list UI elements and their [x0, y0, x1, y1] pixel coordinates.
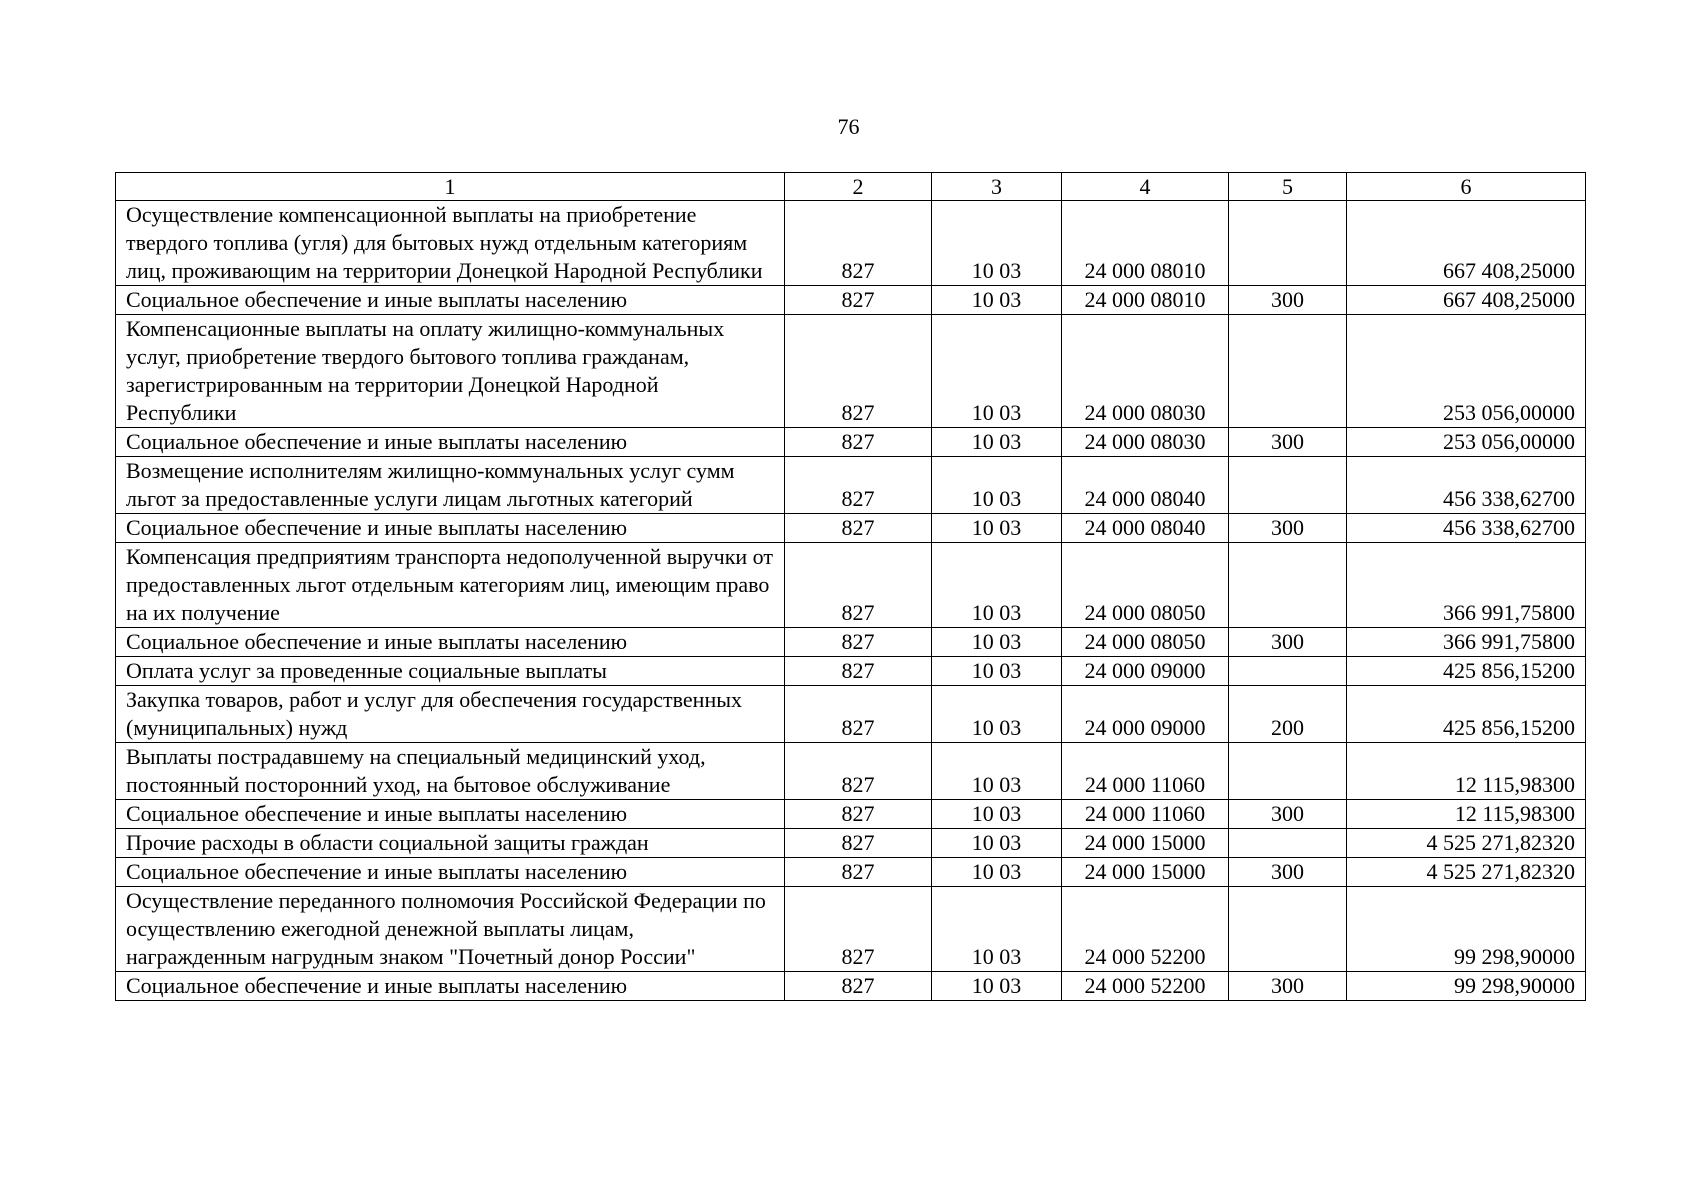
row-code-target: 24 000 52200: [1062, 887, 1229, 972]
row-description: Компенсационные выплаты на оплату жилищно-коммунальных услуг, приобретение твердого бытового топлива гражданам, зарегистрированным на территории Донецкой Народной Республики: [116, 315, 785, 428]
row-code-section: 10 03: [932, 428, 1062, 457]
row-code-section: 10 03: [932, 657, 1062, 686]
row-code-admin: 827: [785, 657, 932, 686]
table-row: [116, 286, 1586, 315]
table-row: [116, 628, 1586, 657]
row-code-target: 24 000 08040: [1062, 514, 1229, 543]
row-code-expense-type: 300: [1229, 800, 1347, 829]
header-cell-5: 5: [1229, 173, 1347, 201]
row-code-expense-type: 300: [1229, 628, 1347, 657]
row-amount: 99 298,90000: [1347, 887, 1586, 972]
row-code-admin: 827: [785, 858, 932, 887]
row-amount: 253 056,00000: [1347, 315, 1586, 428]
row-code-admin: 827: [785, 457, 932, 514]
row-code-target: 24 000 08040: [1062, 457, 1229, 514]
row-code-section: 10 03: [932, 887, 1062, 972]
row-description: Осуществление переданного полномочия Российской Федерации по осуществлению ежегодной денежной выплаты лицам, награжденным нагрудным знаком "Почетный донор России": [116, 887, 785, 972]
row-code-target: 24 000 08010: [1062, 201, 1229, 286]
row-amount: 253 056,00000: [1347, 428, 1586, 457]
row-description: Социальное обеспечение и иные выплаты населению: [116, 858, 785, 887]
row-code-section: 10 03: [932, 514, 1062, 543]
row-code-target: 24 000 15000: [1062, 858, 1229, 887]
row-amount: 4 525 271,82320: [1347, 858, 1586, 887]
row-amount: 456 338,62700: [1347, 514, 1586, 543]
row-code-section: 10 03: [932, 543, 1062, 628]
row-code-expense-type: [1229, 201, 1347, 286]
table-row: [116, 972, 1586, 1001]
row-amount: 425 856,15200: [1347, 686, 1586, 743]
row-amount: 425 856,15200: [1347, 657, 1586, 686]
table-body: [116, 173, 1586, 1001]
row-code-target: 24 000 15000: [1062, 829, 1229, 858]
row-amount: 12 115,98300: [1347, 800, 1586, 829]
table-row: [116, 829, 1586, 858]
row-description: Выплаты пострадавшему на специальный медицинский уход, постоянный посторонний уход, на бытовое обслуживание: [116, 743, 785, 800]
table-row: [116, 201, 1586, 286]
row-description: Социальное обеспечение и иные выплаты населению: [116, 972, 785, 1001]
row-amount: 4 525 271,82320: [1347, 829, 1586, 858]
row-code-expense-type: [1229, 457, 1347, 514]
table-row: [116, 686, 1586, 743]
row-description: Компенсация предприятиям транспорта недополученной выручки от предоставленных льгот отдельным категориям лиц, имеющим право на их получение: [116, 543, 785, 628]
row-description: Прочие расходы в области социальной защиты граждан: [116, 829, 785, 858]
row-code-expense-type: 300: [1229, 972, 1347, 1001]
row-code-admin: 827: [785, 887, 932, 972]
row-code-expense-type: 300: [1229, 286, 1347, 315]
table-row: [116, 800, 1586, 829]
row-code-expense-type: [1229, 543, 1347, 628]
row-description: Закупка товаров, работ и услуг для обеспечения государственных (муниципальных) нужд: [116, 686, 785, 743]
row-code-admin: 827: [785, 628, 932, 657]
row-code-expense-type: [1229, 887, 1347, 972]
row-description: Социальное обеспечение и иные выплаты населению: [116, 428, 785, 457]
row-code-target: 24 000 08030: [1062, 428, 1229, 457]
row-amount: 667 408,25000: [1347, 286, 1586, 315]
budget-table: [115, 172, 1586, 1001]
row-code-expense-type: [1229, 743, 1347, 800]
row-code-section: 10 03: [932, 315, 1062, 428]
row-code-section: 10 03: [932, 286, 1062, 315]
row-code-section: 10 03: [932, 743, 1062, 800]
row-code-target: 24 000 08010: [1062, 286, 1229, 315]
row-code-target: 24 000 11060: [1062, 800, 1229, 829]
row-description: Социальное обеспечение и иные выплаты населению: [116, 514, 785, 543]
row-code-admin: 827: [785, 315, 932, 428]
row-code-expense-type: 300: [1229, 514, 1347, 543]
row-code-section: 10 03: [932, 829, 1062, 858]
row-code-target: 24 000 11060: [1062, 743, 1229, 800]
row-code-section: 10 03: [932, 800, 1062, 829]
table-row: [116, 887, 1586, 972]
row-description: Социальное обеспечение и иные выплаты населению: [116, 800, 785, 829]
row-code-section: 10 03: [932, 201, 1062, 286]
row-description: Социальное обеспечение и иные выплаты населению: [116, 628, 785, 657]
header-cell-2: 2: [785, 173, 932, 201]
row-code-admin: 827: [785, 829, 932, 858]
table-row: [116, 457, 1586, 514]
row-code-section: 10 03: [932, 457, 1062, 514]
row-code-admin: 827: [785, 286, 932, 315]
row-code-target: 24 000 08030: [1062, 315, 1229, 428]
row-code-section: 10 03: [932, 972, 1062, 1001]
header-cell-6: 6: [1347, 173, 1586, 201]
table-row: [116, 743, 1586, 800]
row-code-section: 10 03: [932, 628, 1062, 657]
row-code-section: 10 03: [932, 686, 1062, 743]
row-code-expense-type: [1229, 657, 1347, 686]
row-code-expense-type: [1229, 829, 1347, 858]
row-amount: 366 991,75800: [1347, 628, 1586, 657]
row-code-target: 24 000 08050: [1062, 628, 1229, 657]
row-code-target: 24 000 09000: [1062, 686, 1229, 743]
row-code-expense-type: 200: [1229, 686, 1347, 743]
row-amount: 456 338,62700: [1347, 457, 1586, 514]
row-description: Возмещение исполнителям жилищно-коммунальных услуг сумм льгот за предоставленные услуги лицам льготных категорий: [116, 457, 785, 514]
header-cell-4: 4: [1062, 173, 1229, 201]
row-code-admin: 827: [785, 686, 932, 743]
row-code-target: 24 000 09000: [1062, 657, 1229, 686]
row-code-admin: 827: [785, 800, 932, 829]
row-code-target: 24 000 52200: [1062, 972, 1229, 1001]
table-row: [116, 657, 1586, 686]
row-code-expense-type: 300: [1229, 858, 1347, 887]
row-amount: 12 115,98300: [1347, 743, 1586, 800]
row-code-admin: 827: [785, 428, 932, 457]
page-number: 76: [837, 114, 860, 139]
row-description: Социальное обеспечение и иные выплаты населению: [116, 286, 785, 315]
header-cell-1: 1: [116, 173, 785, 201]
header-cell-3: 3: [932, 173, 1062, 201]
row-description: Оплата услуг за проведенные социальные выплаты: [116, 657, 785, 686]
table-row: [116, 858, 1586, 887]
row-code-target: 24 000 08050: [1062, 543, 1229, 628]
table-row: [116, 543, 1586, 628]
row-code-expense-type: [1229, 315, 1347, 428]
row-code-admin: 827: [785, 543, 932, 628]
row-amount: 667 408,25000: [1347, 201, 1586, 286]
row-code-admin: 827: [785, 201, 932, 286]
row-amount: 99 298,90000: [1347, 972, 1586, 1001]
row-code-section: 10 03: [932, 858, 1062, 887]
table-row: [116, 315, 1586, 428]
header-row: [116, 173, 1586, 201]
row-amount: 366 991,75800: [1347, 543, 1586, 628]
row-description: Осуществление компенсационной выплаты на приобретение твердого топлива (угля) для бытовых нужд отдельным категориям лиц, проживающим на территории Донецкой Народной Республики: [116, 201, 785, 286]
table-row: [116, 514, 1586, 543]
row-code-admin: 827: [785, 743, 932, 800]
row-code-admin: 827: [785, 972, 932, 1001]
row-code-expense-type: 300: [1229, 428, 1347, 457]
table-row: [116, 428, 1586, 457]
row-code-admin: 827: [785, 514, 932, 543]
